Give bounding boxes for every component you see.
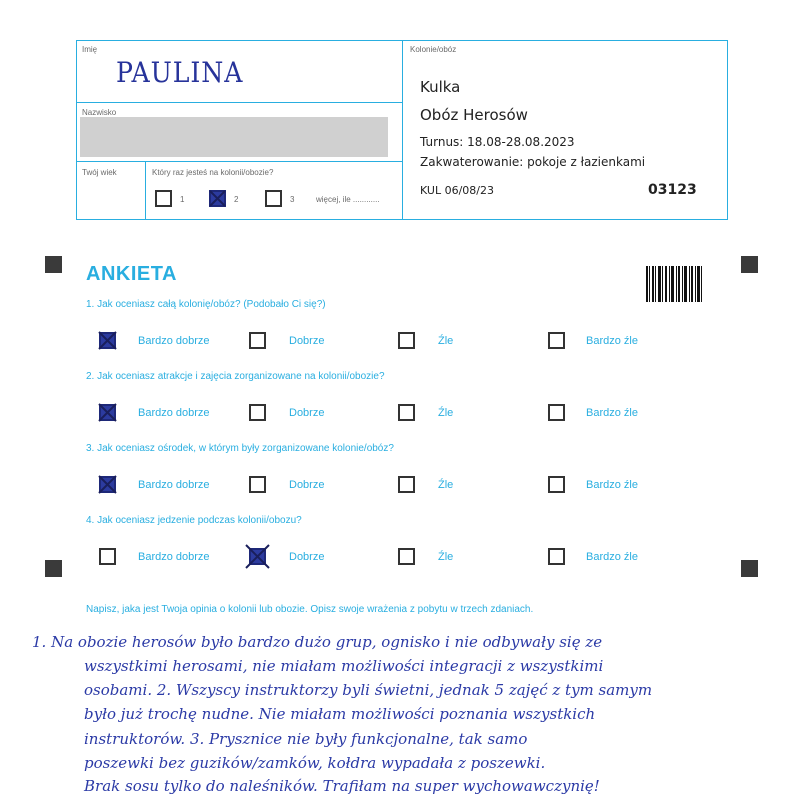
ktory-raz-option-3: 3 <box>290 195 295 204</box>
q2-checkbox-bardzo-zle[interactable] <box>548 404 565 421</box>
question-1: 1. Jak oceniasz całą kolonię/obóz? (Podobało Ci się?) <box>86 299 326 310</box>
imie-label: Imię <box>82 45 98 54</box>
zakwaterowanie: Zakwaterowanie: pokoje z łazienkami <box>420 155 646 169</box>
wiek-label: Twój wiek <box>82 168 117 177</box>
alignment-marker-top-right <box>741 256 758 273</box>
q2-option-dobrze: Dobrze <box>289 407 325 419</box>
opinion-line-1: 1. Na obozie herosów było bardzo dużo grup, ognisko i nie odbywały się ze <box>32 633 603 651</box>
q4-option-bardzo-dobrze: Bardzo dobrze <box>138 551 210 563</box>
form-number: 03123 <box>648 182 697 198</box>
survey-title: ANKIETA <box>86 263 177 285</box>
check-mark-icon <box>244 543 271 570</box>
opinion-line-3: osobami. 2. Wszyscy instruktorzy byli świetni, jednak 5 zajęć z tym samym <box>84 681 653 699</box>
q3-checkbox-bardzo-zle[interactable] <box>548 476 565 493</box>
question-4: 4. Jak oceniasz jedzenie podczas kolonii/obozu? <box>86 515 302 526</box>
alignment-marker-top-left <box>45 256 62 273</box>
q2-option-zle: Źle <box>438 407 454 419</box>
q2-checkbox-dobrze[interactable] <box>249 404 266 421</box>
ktory-raz-option-1: 1 <box>180 195 185 204</box>
question-3: 3. Jak oceniasz ośrodek, w którym były zorganizowane kolonie/obóz? <box>86 443 394 454</box>
q1-option-bardzo-zle: Bardzo źle <box>586 335 638 347</box>
opinion-line-6: poszewki bez guzików/zamków, kołdra wypadała z poszewki. <box>84 754 546 772</box>
camp-name: Kulka <box>420 78 461 96</box>
q4-option-bardzo-zle: Bardzo źle <box>586 551 638 563</box>
q2-option-bardzo-dobrze: Bardzo dobrze <box>138 407 210 419</box>
header-divider-vertical <box>402 40 403 220</box>
opinion-line-4: było już trochę nudne. Nie miałam możliwości poznania wszystkich <box>84 705 596 723</box>
ktory-raz-checkbox-3[interactable] <box>265 190 282 207</box>
q4-checkbox-zle[interactable] <box>398 548 415 565</box>
question-2: 2. Jak oceniasz atrakcje i zajęcia zorganizowane na kolonii/obozie? <box>86 371 385 382</box>
header-divider-3 <box>145 161 146 220</box>
ktory-raz-checkbox-2[interactable] <box>209 190 226 207</box>
q1-checkbox-dobrze[interactable] <box>249 332 266 349</box>
q2-checkbox-bardzo-dobrze[interactable] <box>99 404 116 421</box>
check-mark-icon <box>97 402 118 423</box>
camp-code: KUL 06/08/23 <box>420 184 494 197</box>
q4-checkbox-bardzo-dobrze[interactable] <box>99 548 116 565</box>
barcode-icon <box>646 266 702 302</box>
q1-option-bardzo-dobrze: Bardzo dobrze <box>138 335 210 347</box>
ktory-raz-more: więcej, ile ............ <box>316 195 380 204</box>
q1-option-zle: Źle <box>438 335 454 347</box>
ktory-raz-option-2: 2 <box>234 195 239 204</box>
ktory-raz-label: Który raz jesteś na kolonii/obozie? <box>152 168 274 177</box>
alignment-marker-bottom-left <box>45 560 62 577</box>
opinion-prompt: Napisz, jaka jest Twoja opinia o kolonii lub obozie. Opisz swoje wrażenia z pobytu w trzech zdaniach. <box>86 604 534 615</box>
q1-checkbox-zle[interactable] <box>398 332 415 349</box>
imie-value: PAULINA <box>116 56 244 89</box>
q4-option-zle: Źle <box>438 551 454 563</box>
q2-checkbox-zle[interactable] <box>398 404 415 421</box>
q1-checkbox-bardzo-zle[interactable] <box>548 332 565 349</box>
alignment-marker-bottom-right <box>741 560 758 577</box>
turnus: Turnus: 18.08-28.08.2023 <box>420 135 575 149</box>
q4-option-dobrze: Dobrze <box>289 551 325 563</box>
opinion-line-2: wszystkimi herosami, nie miałam możliwości integracji z wszystkimi <box>84 657 604 675</box>
q1-checkbox-bardzo-dobrze[interactable] <box>99 332 116 349</box>
q3-checkbox-bardzo-dobrze[interactable] <box>99 476 116 493</box>
kolonie-label: Kolonie/obóz <box>410 45 457 54</box>
q3-option-dobrze: Dobrze <box>289 479 325 491</box>
q3-checkbox-dobrze[interactable] <box>249 476 266 493</box>
check-mark-icon <box>97 474 118 495</box>
q3-checkbox-zle[interactable] <box>398 476 415 493</box>
check-mark-icon <box>209 190 226 207</box>
check-mark-icon <box>97 330 118 351</box>
opinion-line-7: Brak sosu tylko do naleśników. Trafiłam na super wychowawczynię! <box>84 777 600 795</box>
ktory-raz-checkbox-1[interactable] <box>155 190 172 207</box>
q4-checkbox-dobrze[interactable] <box>249 548 266 565</box>
nazwisko-label: Nazwisko <box>82 108 117 117</box>
opinion-line-5: instruktorów. 3. Prysznice nie były funkcjonalne, tak samo <box>84 730 528 748</box>
nazwisko-redacted <box>80 117 388 157</box>
q3-option-bardzo-dobrze: Bardzo dobrze <box>138 479 210 491</box>
q3-option-bardzo-zle: Bardzo źle <box>586 479 638 491</box>
header-divider-2 <box>76 161 402 162</box>
q4-checkbox-bardzo-zle[interactable] <box>548 548 565 565</box>
header-divider-1 <box>76 102 402 103</box>
camp-title: Obóz Herosów <box>420 106 528 124</box>
q2-option-bardzo-zle: Bardzo źle <box>586 407 638 419</box>
q1-option-dobrze: Dobrze <box>289 335 325 347</box>
q3-option-zle: Źle <box>438 479 454 491</box>
